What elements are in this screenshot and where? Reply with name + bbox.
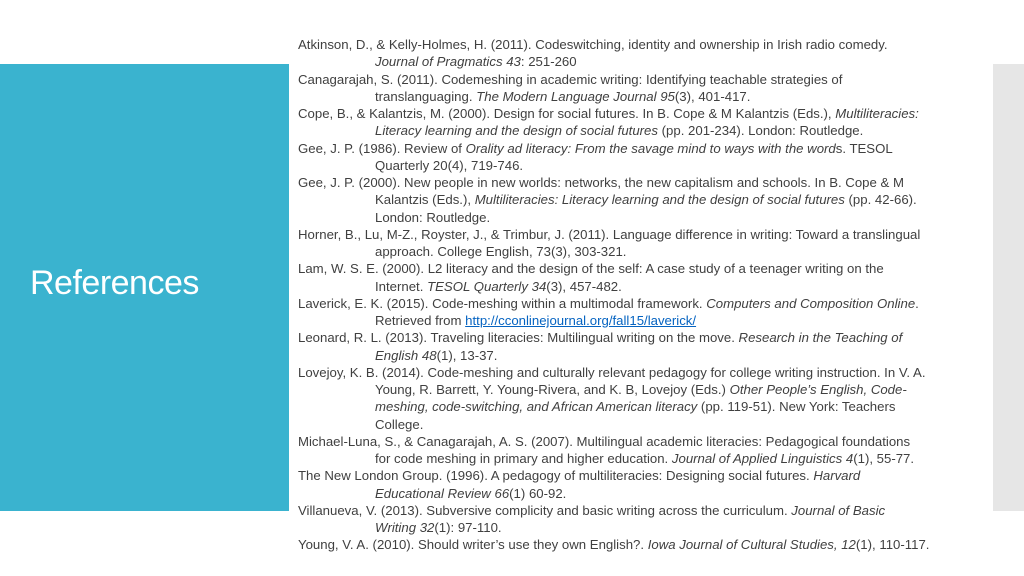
reference-entry [298,295,998,330]
reference-text: Retrieved from [375,313,466,328]
reference-text: Young, V. A. (2010). Should writer’s use they own English?. [298,537,648,553]
reference-text: Villanueva, V. (2013). Subversive complicity and basic writing across the curriculum. [298,502,792,518]
reference-text: Leonard, R. L. (2013). Traveling literacies: Multilingual writing on the move. [298,330,739,346]
reference-text: for code meshing in primary and higher education. [375,451,672,466]
reference-text: translanguaging. [375,88,477,104]
reference-text: (pp. 119-51). New York: Teachers [697,399,896,415]
laverick-url-link[interactable]: http://cconlinejournal.org/fall15/laverick/ [465,313,697,328]
reference-text: Kalantzis (Eds.), [375,192,475,208]
reference-italic: Journal of Applied Linguistics 4 [671,451,854,466]
references-list [298,36,998,554]
reference-italic: Other People’s English, Code- [729,382,907,397]
reference-text: Quarterly 20(4), 719-746. [375,157,524,173]
reference-text: Laverick, E. K. (2015). Code-meshing within a multimodal framework. [298,295,707,311]
reference-text: Horner, B., Lu, M-Z., Royster, J., & Trimbur, J. (2011). Language difference in writing: Toward a translingual [298,226,921,242]
reference-entry [298,226,998,261]
reference-text: The New London Group. (1996). A pedagogy of multiliteracies: Designing social futures. [298,468,814,484]
reference-text: (1) 60-92. [509,485,567,501]
reference-text: Cope, B., & Kalantzis, M. (2000). Design for social futures. In B. Cope & M Kalantzis (Eds.), [298,106,836,121]
reference-italic: Educational Review 66 [375,485,510,501]
reference-text: (3), 457-482. [546,278,622,294]
reference-text: . [915,295,919,311]
reference-entry [298,36,998,71]
reference-entry [298,433,998,468]
reference-text: Internet. [375,278,428,294]
reference-italic: meshing, code-switching, and African American literacy [375,399,698,415]
reference-text: (pp. 201-234). London: Routledge. [657,123,864,139]
reference-text: (1), 110-117. [855,537,930,553]
reference-italic: Multiliteracies: [835,106,919,121]
slide-title: References [30,264,199,302]
reference-text: Canagarajah, S. (2011). Codemeshing in academic writing: Identifying teachable strategies of [298,71,843,87]
reference-italic: Multiliteracies: Literacy learning and the design of social futures [474,192,845,208]
reference-text: College. [375,416,424,432]
reference-italic: Harvard [813,468,861,484]
reference-italic: Journal of Pragmatics 43 [375,54,521,70]
reference-italic: Literacy learning and the design of social futures [375,123,658,139]
reference-text: (1), 55-77. [853,451,915,466]
reference-text: Lam, W. S. E. (2000). L2 literacy and the design of the self: A case study of a teenager writing on the [298,261,884,277]
reference-text: (3), 401-417. [674,88,751,104]
reference-entry [298,140,998,175]
reference-text: Gee, J. P. (2000). New people in new worlds: networks, the new capitalism and schools. In B. Cope & M [298,175,904,190]
reference-entry [298,329,998,364]
reference-text: approach. College English, 73(3), 303-321. [375,244,627,259]
reference-entry [298,71,998,106]
reference-entry [298,502,998,537]
reference-entry [298,260,998,295]
reference-entry [298,105,998,140]
reference-text: (1): 97-110. [434,520,502,535]
reference-text: Michael-Luna, S., & Canagarajah, A. S. (2007). Multilingual academic literacies: Pedagogical foundations [298,433,911,449]
reference-entry [298,174,998,226]
reference-italic: Orality ad literacy: From the savage mind to ways with the word [465,140,836,156]
reference-italic: English 48 [375,347,437,363]
reference-text: s. TESOL [835,140,893,156]
reference-italic: Computers and Composition Online [706,295,916,311]
reference-text: Atkinson, D., & Kelly-Holmes, H. (2011). Codeswitching, identity and ownership in Irish radio comedy. [298,37,888,52]
reference-text: : 251-260 [520,54,577,70]
reference-text: (pp. 42-66). [844,192,917,208]
reference-italic: TESOL Quarterly 34 [427,278,547,294]
reference-entry [298,364,998,433]
reference-italic: The Modern Language Journal 95 [476,88,675,104]
reference-italic: Iowa Journal of Cultural Studies, 12 [647,537,856,553]
reference-text: (1), 13-37. [436,347,498,363]
reference-italic: Research in the Teaching of [738,330,903,346]
reference-italic: Writing 32 [375,520,435,535]
reference-text: Young, R. Barrett, Y. Young-Rivera, and K. B, Lovejoy (Eds.) [375,382,730,397]
reference-text: London: Routledge. [375,209,491,225]
reference-entry [298,467,998,502]
reference-entry [298,536,998,553]
reference-text: Gee, J. P. (1986). Review of [298,140,466,156]
reference-text: Lovejoy, K. B. (2014). Code-meshing and culturally relevant pedagogy for college writing instruction. In V. A. [298,364,926,380]
reference-italic: Journal of Basic [791,502,886,518]
